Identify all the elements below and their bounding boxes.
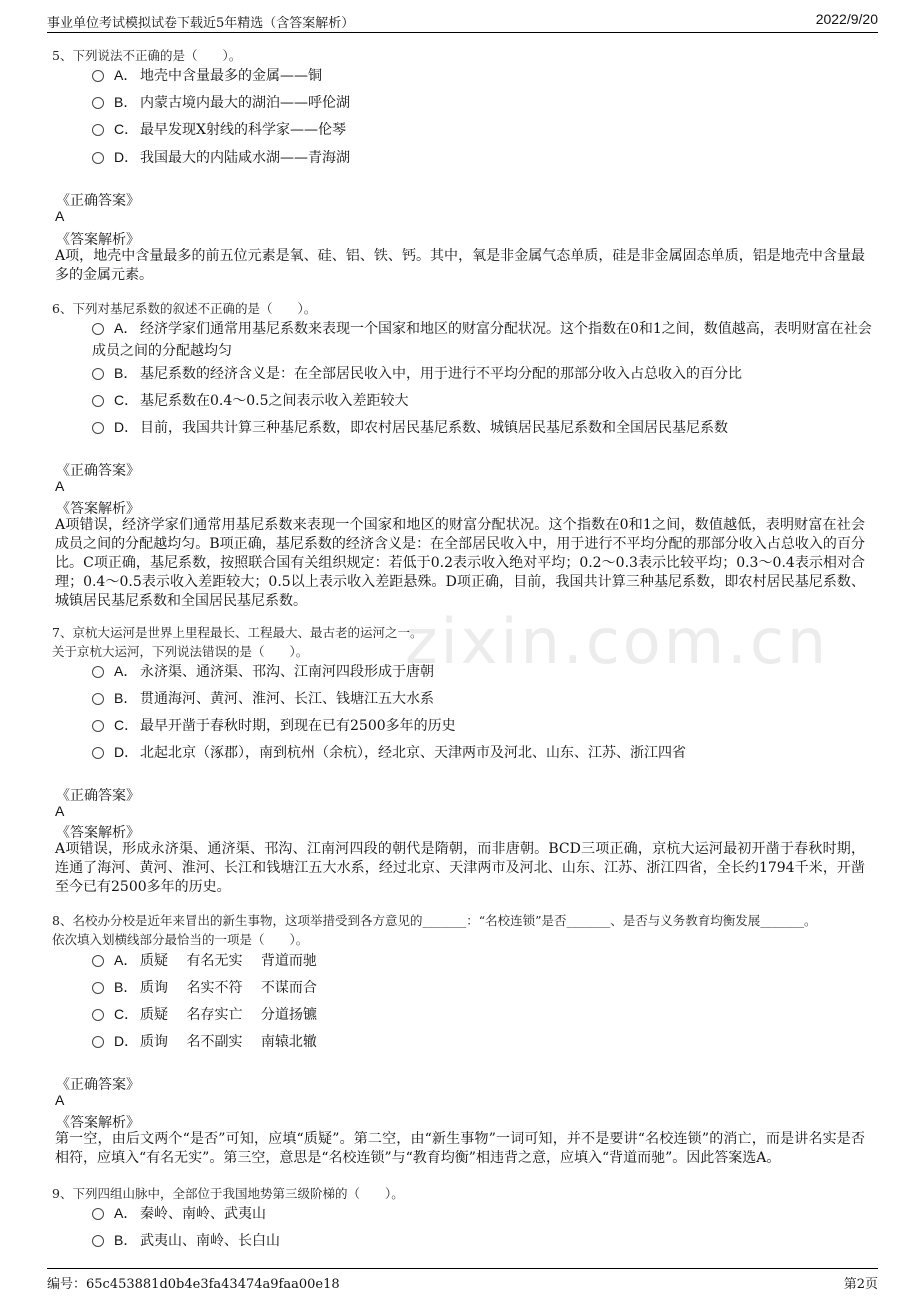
radio-icon[interactable] [92, 124, 104, 136]
watermark: zixin.com.cn [405, 605, 830, 678]
q7-option-d[interactable]: D． 北起北京（涿郡），南到杭州（余杭），经北京、天津两市及河北、山东、江苏、浙江四省 [92, 741, 874, 764]
radio-icon[interactable] [92, 693, 104, 705]
analysis-label: 《答案解析》 [56, 501, 140, 517]
radio-icon[interactable] [92, 97, 104, 109]
page-header [47, 8, 878, 33]
question-8-prompt: 依次填入划横线部分最恰当的一项是（ ）。 [52, 932, 309, 947]
q7-option-c[interactable]: C． 最早开凿于春秋时期，到现在已有2500多年的历史 [92, 714, 874, 737]
q8-answer: A [55, 1092, 65, 1108]
document-code: 编号：65c453881d0b4e3fa43474a9faa00e18 [47, 1277, 340, 1292]
radio-icon[interactable] [92, 666, 104, 678]
question-5-stem: 5、下列说法不正确的是（ ）。 [52, 48, 242, 63]
question-7-stem: 7、京杭大运河是世界上里程最长、工程最大、最古老的运河之一。 [52, 625, 423, 640]
q9-option-a[interactable]: A． 秦岭、南岭、武夷山 [92, 1202, 874, 1225]
answer-label: 《正确答案》 [56, 788, 140, 804]
radio-icon[interactable] [92, 1009, 104, 1021]
q9-option-b[interactable]: B． 武夷山、南岭、长白山 [92, 1229, 874, 1252]
q6-analysis: A项错误，经济学家们通常用基尼系数来表现一个国家和地区的财富分配状况。这个指数在0和1之间，数值越低，表明财富在社会成员之间的分配越均匀。B项正确，基尼系数的经济含义是：在全部居民收入中，用于进行不平均分配的那部分收入占总收入的百分比。C项正确，基尼系数，按照联合国有关组织规定：若低于0.2表示收入绝对平均；0.2～0.3表示比较平均；0.3～0.4表示相对合理；0.4～0.5表示收入差距较大；0.5以上表示收入差距悬殊。D项正确，目前，我国共计算三种基尼系数，即农村居民基尼系数、城镇居民基尼系数和全国居民基尼系数。 [55, 517, 865, 609]
q5-analysis: A项，地壳中含量最多的前五位元素是氧、硅、铝、铁、钙。其中，氧是非金属气态单质，硅是非金属固态单质，铝是地壳中含量最多的金属元素。 [55, 248, 865, 283]
q7-answer: A [55, 803, 65, 819]
q8-option-a[interactable]: A． 质疑 有名无实 背道而驰 [92, 949, 874, 972]
answer-label: 《正确答案》 [56, 193, 140, 209]
analysis-label: 《答案解析》 [56, 1115, 140, 1131]
radio-icon[interactable] [92, 1208, 104, 1220]
page-footer [47, 1268, 878, 1291]
q8-option-c[interactable]: C． 质疑 名存实亡 分道扬镳 [92, 1003, 874, 1026]
q8-option-b[interactable]: B． 质询 名实不符 不谋而合 [92, 976, 874, 999]
radio-icon[interactable] [92, 323, 104, 335]
q5-option-a[interactable]: A． 地壳中含量最多的金属——铜 [92, 64, 874, 87]
q6-answer: A [55, 478, 65, 494]
question-6-stem: 6、下列对基尼系数的叙述不正确的是（ ）。 [52, 301, 317, 316]
q6-option-c[interactable]: C． 基尼系数在0.4～0.5之间表示收入差距较大 [92, 389, 874, 412]
q8-analysis: 第一空，由后文两个“是否”可知，应填“质疑”。第二空，由“新生事物”一词可知，并不是要讲“名校连锁”的消亡，而是讲名实是否相符，应填入“有名无实”。第三空，意思是“名校连锁”与“教育均衡”相违背之意，应填入“背道而驰”。因此答案选A。 [55, 1131, 865, 1166]
radio-icon[interactable] [92, 368, 104, 380]
analysis-label: 《答案解析》 [56, 232, 140, 248]
answer-label: 《正确答案》 [56, 463, 140, 479]
q5-answer: A [55, 208, 65, 224]
radio-icon[interactable] [92, 395, 104, 407]
radio-icon[interactable] [92, 982, 104, 994]
radio-icon[interactable] [92, 70, 104, 82]
q6-option-d[interactable]: D． 目前，我国共计算三种基尼系数，即农村居民基尼系数、城镇居民基尼系数和全国居民基尼系数 [92, 416, 874, 439]
radio-icon[interactable] [92, 152, 104, 164]
answer-label: 《正确答案》 [56, 1077, 140, 1093]
document-date: 2022/9/20 [815, 11, 878, 27]
analysis-label: 《答案解析》 [56, 825, 140, 841]
q7-analysis: A项错误，形成永济渠、通济渠、邗沟、江南河四段的朝代是隋朝，而非唐朝。BCD三项正确，京杭大运河最初开凿于春秋时期，连通了海河、黄河、淮河、长江和钱塘江五大水系，经过北京、天津两市及河北、山东、江苏、浙江四省，全长约1794千米，开凿至今已有2500多年的历史。 [55, 841, 865, 895]
radio-icon[interactable] [92, 720, 104, 732]
radio-icon[interactable] [92, 747, 104, 759]
q5-option-b[interactable]: B． 内蒙古境内最大的湖泊——呼伦湖 [92, 91, 874, 114]
radio-icon[interactable] [92, 1235, 104, 1247]
question-8-stem: 8、名校办分校是近年来冒出的新生事物，这项举措受到各方意见的_______：“名校连锁”是否_______、是否与义务教育均衡发展_______。 [52, 913, 817, 928]
q7-option-b[interactable]: B． 贯通海河、黄河、淮河、长江、钱塘江五大水系 [92, 687, 874, 710]
q6-option-a[interactable]: A． 经济学家们通常用基尼系数来表现一个国家和地区的财富分配状况。这个指数在0和1之间，数值越高，表明财富在社会成员之间的分配越均匀 [92, 320, 872, 359]
radio-icon[interactable] [92, 1036, 104, 1048]
question-9-stem: 9、下列四组山脉中，全部位于我国地势第三级阶梯的（ ）。 [52, 1186, 404, 1201]
page-number: 第2页 [843, 1277, 878, 1292]
q6-option-b[interactable]: B． 基尼系数的经济含义是：在全部居民收入中，用于进行不平均分配的那部分收入占总收入的百分比 [92, 362, 874, 385]
q8-option-d[interactable]: D． 质询 名不副实 南辕北辙 [92, 1030, 874, 1053]
document-title: 事业单位考试模拟试卷下载近5年精选（含答案解析） [47, 16, 355, 31]
q5-option-c[interactable]: C． 最早发现X射线的科学家——伦琴 [92, 118, 874, 141]
radio-icon[interactable] [92, 955, 104, 967]
q7-option-a[interactable]: A． 永济渠、通济渠、邗沟、江南河四段形成于唐朝 [92, 660, 874, 683]
radio-icon[interactable] [92, 422, 104, 434]
question-7-prompt: 关于京杭大运河，下列说法错误的是（ ）。 [52, 644, 309, 659]
q5-option-d[interactable]: D． 我国最大的内陆咸水湖——青海湖 [92, 146, 874, 169]
